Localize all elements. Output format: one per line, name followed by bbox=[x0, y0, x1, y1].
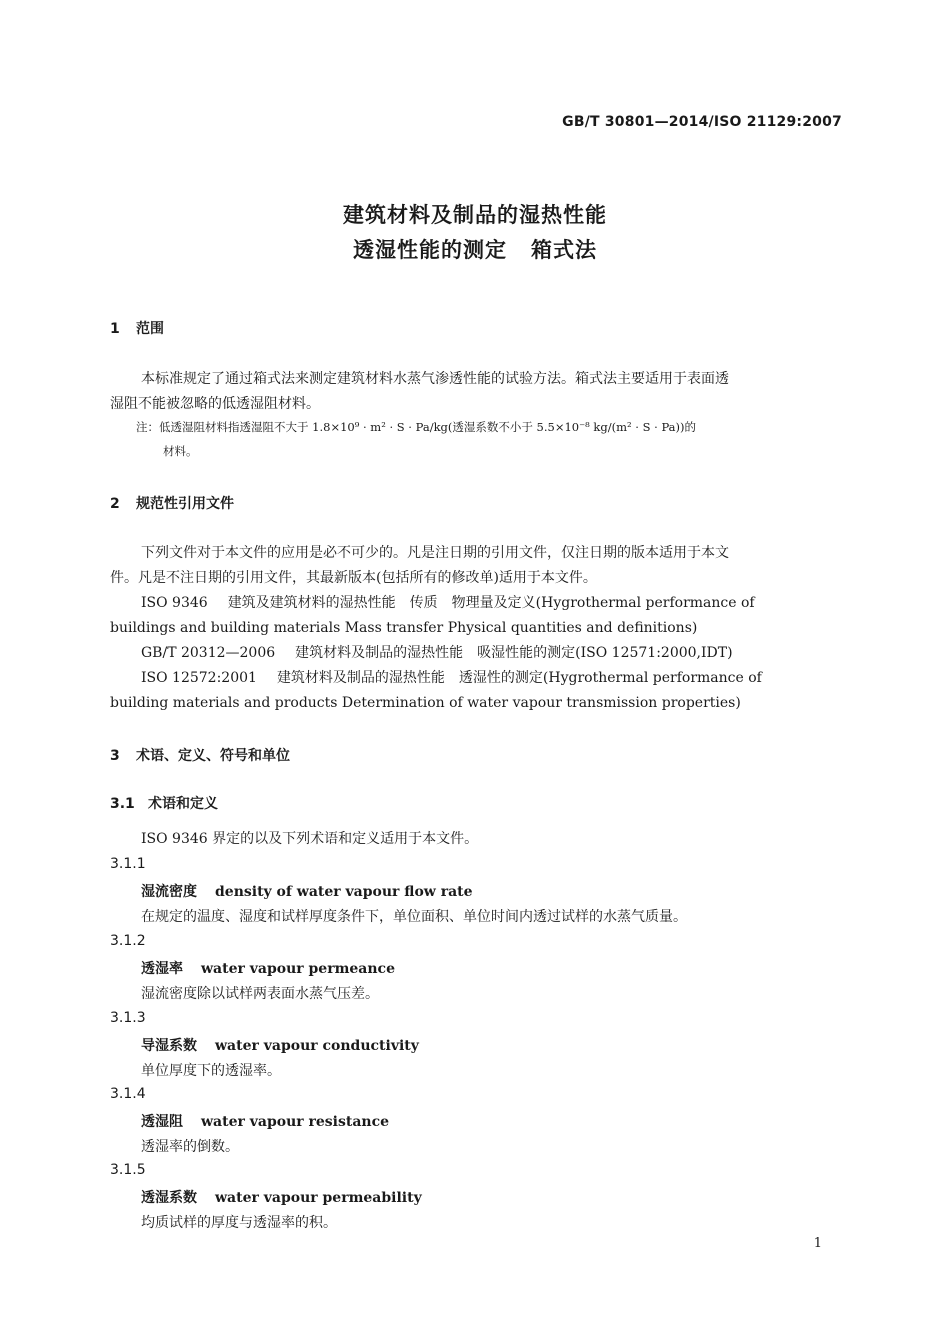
term-number: 3.1.5 bbox=[110, 1162, 146, 1178]
term-en: water vapour resistance bbox=[201, 1114, 390, 1130]
term-definition: 在规定的温度、湿度和试样厚度条件下，单位面积、单位时间内透过试样的水蒸气质量。 bbox=[141, 909, 687, 925]
term-definition: 单位厚度下的透湿率。 bbox=[141, 1063, 281, 1079]
term-definition: 均质试样的厚度与透湿率的积。 bbox=[141, 1215, 337, 1231]
title-line-2 bbox=[0, 233, 950, 268]
term-definition: 湿流密度除以试样两表面水蒸气压差。 bbox=[141, 986, 379, 1002]
term-number: 3.1.4 bbox=[110, 1086, 146, 1102]
page-number: 1 bbox=[813, 1236, 822, 1251]
term-en: density of water vapour flow rate bbox=[215, 884, 473, 900]
reference-3-code: ISO 12572:2001 bbox=[141, 670, 257, 686]
reference-3-title: 建筑材料及制品的湿热性能 透湿性的测定(Hygrothermal performance of bbox=[276, 670, 762, 686]
standard-code: GB/T 30801—2014/ISO 21129:2007 bbox=[562, 114, 842, 130]
s1-para-line-2: 湿阻不能被忽略的低透湿阻材料。 bbox=[110, 396, 320, 412]
title-line-1: 建筑材料及制品的湿热性能 bbox=[343, 203, 607, 227]
section-3-heading bbox=[110, 745, 290, 765]
section-title: 规范性引用文件 bbox=[136, 496, 234, 512]
s2-para-line-2: 件。凡是不注日期的引用文件，其最新版本(包括所有的修改单)适用于本文件。 bbox=[110, 570, 597, 586]
reference-2-line-1 bbox=[141, 641, 733, 666]
section-2-heading bbox=[110, 493, 234, 513]
term-en: water vapour conductivity bbox=[215, 1038, 419, 1054]
reference-1-line-2: buildings and building materials Mass transfer Physical quantities and definitions) bbox=[110, 620, 698, 636]
term-heading bbox=[141, 1035, 419, 1055]
term-heading bbox=[141, 881, 473, 901]
reference-1-line-1 bbox=[141, 591, 755, 616]
term-definition: 透湿率的倒数。 bbox=[141, 1139, 239, 1155]
reference-1-code: ISO 9346 bbox=[141, 595, 208, 611]
section-number: 2 bbox=[110, 496, 120, 512]
term-heading bbox=[141, 958, 395, 978]
section-number: 1 bbox=[110, 321, 120, 337]
term-zh: 导湿系数 bbox=[141, 1038, 197, 1054]
section-title: 范围 bbox=[136, 321, 164, 337]
s1-note-line-2: 材料。 bbox=[163, 444, 198, 458]
reference-3-line-1 bbox=[141, 666, 762, 691]
term-number: 3.1.2 bbox=[110, 933, 146, 949]
section-title: 术语、定义、符号和单位 bbox=[136, 748, 290, 764]
reference-2-title: 建筑材料及制品的湿热性能 吸湿性能的测定(ISO 12571:2000,IDT) bbox=[295, 645, 733, 661]
section-1-heading bbox=[110, 318, 164, 338]
term-en: water vapour permeability bbox=[215, 1190, 422, 1206]
section-number: 3 bbox=[110, 748, 120, 764]
term-zh: 湿流密度 bbox=[141, 884, 197, 900]
term-zh: 透湿系数 bbox=[141, 1190, 197, 1206]
term-heading bbox=[141, 1111, 389, 1131]
term-zh: 透湿率 bbox=[141, 961, 183, 977]
subsection-title: 术语和定义 bbox=[148, 796, 218, 812]
reference-3-line-2: building materials and products Determination of water vapour transmission properties) bbox=[110, 695, 741, 711]
s1-note-line-1: 注：低透湿阻材料指透湿阻不大于 1.8×10⁹ · m² · S · Pa/kg(透湿系数不小于 5.5×10⁻⁸ kg/(m² · S · Pa))的 bbox=[136, 420, 696, 434]
term-heading bbox=[141, 1187, 422, 1207]
term-zh: 透湿阻 bbox=[141, 1114, 183, 1130]
section-3-1-heading bbox=[110, 793, 218, 813]
title-line-2b: 箱式法 bbox=[531, 238, 597, 262]
term-number: 3.1.3 bbox=[110, 1010, 146, 1026]
reference-2-code: GB/T 20312—2006 bbox=[141, 645, 276, 661]
reference-1-title: 建筑及建筑材料的湿热性能 传质 物理量及定义(Hygrothermal performance of bbox=[227, 595, 755, 611]
title-line-2a: 透湿性能的测定 bbox=[353, 238, 507, 262]
document-title bbox=[0, 198, 950, 268]
s3-intro: ISO 9346 界定的以及下列术语和定义适用于本文件。 bbox=[141, 831, 479, 847]
term-en: water vapour permeance bbox=[201, 961, 395, 977]
term-number: 3.1.1 bbox=[110, 856, 146, 872]
subsection-number: 3.1 bbox=[110, 796, 135, 812]
s1-para-line-1: 本标准规定了通过箱式法来测定建筑材料水蒸气渗透性能的试验方法。箱式法主要适用于表面透 bbox=[141, 371, 729, 387]
s2-para-line-1: 下列文件对于本文件的应用是必不可少的。凡是注日期的引用文件，仅注日期的版本适用于本文 bbox=[141, 545, 729, 561]
